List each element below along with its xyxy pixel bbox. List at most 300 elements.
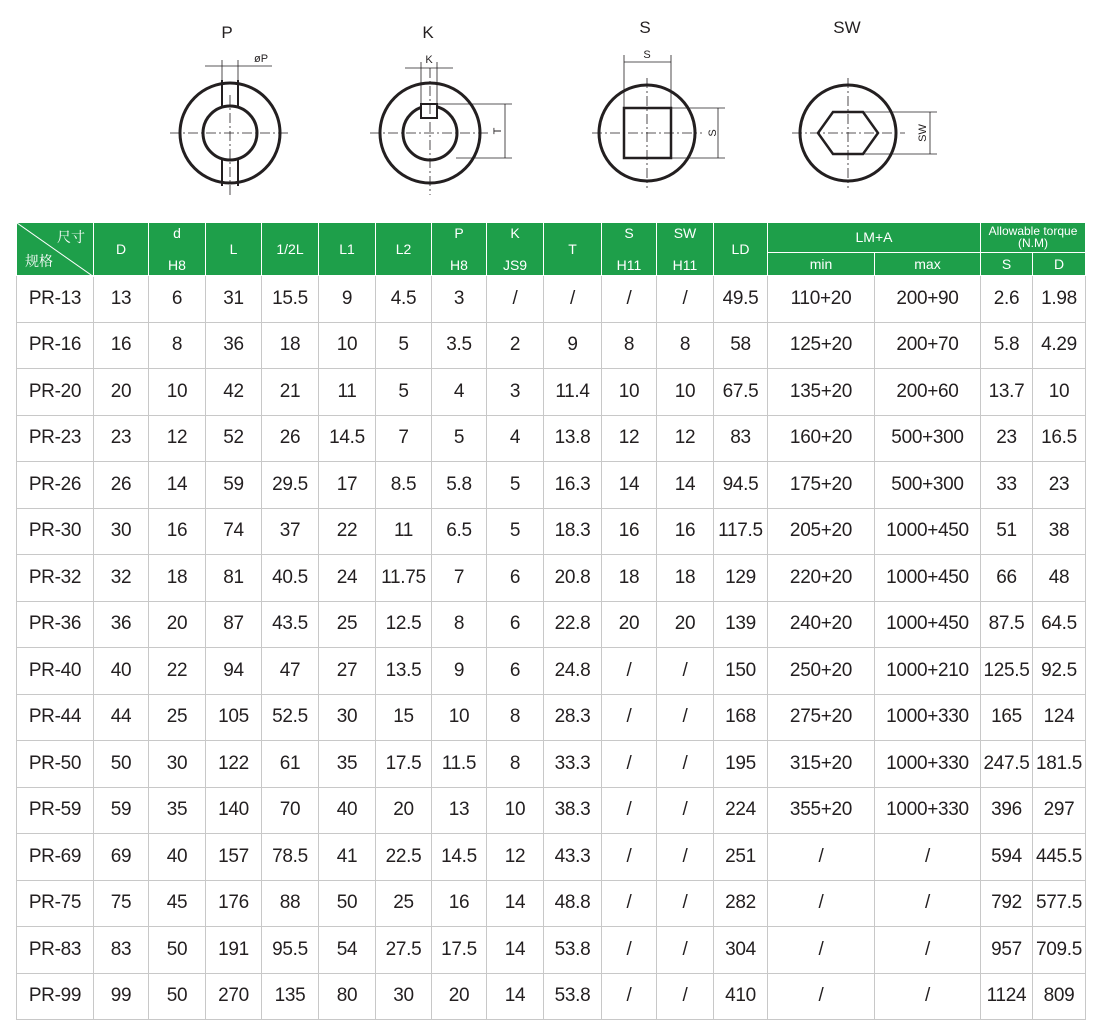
diagram-k xyxy=(370,62,512,195)
table-cell: 23 xyxy=(981,415,1033,462)
table-cell: 28.3 xyxy=(544,694,602,741)
table-cell: 33 xyxy=(981,462,1033,509)
table-cell: 27.5 xyxy=(376,927,432,974)
table-cell: 250+20 xyxy=(768,648,875,695)
table-cell: 105 xyxy=(206,694,262,741)
table-cell: 957 xyxy=(981,927,1033,974)
table-cell: / xyxy=(768,880,875,927)
table-cell: 8 xyxy=(487,694,544,741)
model-cell: PR-20 xyxy=(17,369,94,416)
table-cell: 355+20 xyxy=(768,787,875,834)
table-cell: 54 xyxy=(319,927,376,974)
table-cell: / xyxy=(602,276,657,323)
table-cell: 20 xyxy=(94,369,149,416)
table-cell: 6.5 xyxy=(432,508,487,555)
table-cell: 50 xyxy=(149,927,206,974)
table-cell: 64.5 xyxy=(1033,601,1086,648)
table-cell: 140 xyxy=(206,787,262,834)
diagram-k-dim-label: K xyxy=(425,54,433,66)
header-d-bore xyxy=(149,223,206,276)
header-half-l: 1/2L xyxy=(262,223,319,276)
table-cell: 11 xyxy=(319,369,376,416)
table-cell: 500+300 xyxy=(875,415,981,462)
table-cell: 7 xyxy=(432,555,487,602)
table-cell: 23 xyxy=(1033,462,1086,509)
table-cell: / xyxy=(768,834,875,881)
table-cell: 6 xyxy=(149,276,206,323)
table-cell: 22.8 xyxy=(544,601,602,648)
table-cell: 12 xyxy=(149,415,206,462)
table-cell: 14.5 xyxy=(432,834,487,881)
header-d-outer: D xyxy=(94,223,149,276)
table-cell: 3 xyxy=(432,276,487,323)
table-cell: 11.75 xyxy=(376,555,432,602)
table-cell: 27 xyxy=(319,648,376,695)
table-cell: 52.5 xyxy=(262,694,319,741)
table-cell: / xyxy=(657,787,714,834)
header-k-top: K xyxy=(510,225,520,241)
table-cell: 66 xyxy=(981,555,1033,602)
header-torque-s: S xyxy=(981,252,1033,275)
table-cell: 10 xyxy=(149,369,206,416)
table-cell: 12 xyxy=(657,415,714,462)
model-cell: PR-30 xyxy=(17,508,94,555)
table-cell: / xyxy=(657,973,714,1020)
table-row xyxy=(17,694,1086,741)
table-cell: 59 xyxy=(94,787,149,834)
table-cell: 38.3 xyxy=(544,787,602,834)
table-cell: 251 xyxy=(714,834,768,881)
table-cell: 297 xyxy=(1033,787,1086,834)
table-cell: 94 xyxy=(206,648,262,695)
table-cell: / xyxy=(875,973,981,1020)
model-cell: PR-36 xyxy=(17,601,94,648)
table-cell: 23 xyxy=(94,415,149,462)
table-cell: 22.5 xyxy=(376,834,432,881)
table-cell: 191 xyxy=(206,927,262,974)
table-cell: 47 xyxy=(262,648,319,695)
table-cell: 87.5 xyxy=(981,601,1033,648)
header-torque-d: D xyxy=(1033,252,1086,275)
table-cell: / xyxy=(657,741,714,788)
table-cell: 26 xyxy=(94,462,149,509)
table-cell: 175+20 xyxy=(768,462,875,509)
model-cell: PR-26 xyxy=(17,462,94,509)
table-cell: 1.98 xyxy=(1033,276,1086,323)
diagram-s-title: S xyxy=(639,18,651,37)
table-cell: 8.5 xyxy=(376,462,432,509)
table-cell: 81 xyxy=(206,555,262,602)
table-cell: 240+20 xyxy=(768,601,875,648)
table-row xyxy=(17,322,1086,369)
table-cell: 75 xyxy=(94,880,149,927)
table-row xyxy=(17,555,1086,602)
table-cell: / xyxy=(487,276,544,323)
table-cell: / xyxy=(875,834,981,881)
table-cell: 10 xyxy=(1033,369,1086,416)
table-cell: 16.5 xyxy=(1033,415,1086,462)
diagram-p-title: P xyxy=(221,23,233,42)
table-cell: 24 xyxy=(319,555,376,602)
table-cell: 5 xyxy=(376,369,432,416)
table-cell: 13.5 xyxy=(376,648,432,695)
table-cell: 1000+210 xyxy=(875,648,981,695)
table-cell: 220+20 xyxy=(768,555,875,602)
table-cell: 15.5 xyxy=(262,276,319,323)
corner-header-cell xyxy=(17,223,94,276)
table-cell: 110+20 xyxy=(768,276,875,323)
table-cell: / xyxy=(657,834,714,881)
model-cell: PR-75 xyxy=(17,880,94,927)
table-cell: 61 xyxy=(262,741,319,788)
diagram-sw xyxy=(792,78,937,188)
table-cell: 30 xyxy=(149,741,206,788)
table-cell: 53.8 xyxy=(544,973,602,1020)
table-cell: 200+90 xyxy=(875,276,981,323)
header-allowable-torque: Allowable torque (N.M) xyxy=(981,223,1086,253)
table-cell: / xyxy=(602,648,657,695)
spec-table-body xyxy=(17,276,1086,1020)
header-ld: LD xyxy=(714,223,768,276)
table-cell: 5 xyxy=(376,322,432,369)
table-cell: 1000+450 xyxy=(875,601,981,648)
table-cell: 8 xyxy=(657,322,714,369)
table-row xyxy=(17,276,1086,323)
table-cell: 29.5 xyxy=(262,462,319,509)
table-cell: 18 xyxy=(602,555,657,602)
table-cell: 4 xyxy=(432,369,487,416)
table-cell: 59 xyxy=(206,462,262,509)
table-cell: 17.5 xyxy=(432,927,487,974)
table-cell: 36 xyxy=(206,322,262,369)
table-cell: 9 xyxy=(544,322,602,369)
table-cell: 709.5 xyxy=(1033,927,1086,974)
table-row xyxy=(17,648,1086,695)
table-row xyxy=(17,369,1086,416)
table-cell: 7 xyxy=(376,415,432,462)
table-cell: 200+60 xyxy=(875,369,981,416)
table-cell: 22 xyxy=(319,508,376,555)
table-cell: 124 xyxy=(1033,694,1086,741)
table-cell: 792 xyxy=(981,880,1033,927)
table-cell: 3.5 xyxy=(432,322,487,369)
table-cell: / xyxy=(602,694,657,741)
header-sw-bot: H11 xyxy=(672,257,698,273)
header-t: T xyxy=(544,223,602,276)
header-s xyxy=(602,223,657,276)
table-cell: / xyxy=(657,694,714,741)
table-cell: 87 xyxy=(206,601,262,648)
table-cell: 25 xyxy=(376,880,432,927)
table-cell: / xyxy=(657,648,714,695)
table-cell: 4.29 xyxy=(1033,322,1086,369)
corner-label-dimension: 尺寸 xyxy=(57,229,85,245)
table-cell: 2.6 xyxy=(981,276,1033,323)
table-cell: 51 xyxy=(981,508,1033,555)
table-cell: 35 xyxy=(319,741,376,788)
table-row xyxy=(17,880,1086,927)
table-cell: 135+20 xyxy=(768,369,875,416)
diagram-sw-side-label: SW xyxy=(917,124,929,142)
table-cell: 31 xyxy=(206,276,262,323)
diagram-p xyxy=(170,60,290,195)
table-row xyxy=(17,508,1086,555)
table-cell: 43.5 xyxy=(262,601,319,648)
table-cell: 14.5 xyxy=(319,415,376,462)
diagram-k-title: K xyxy=(422,23,434,42)
header-l: L xyxy=(206,223,262,276)
table-cell: 32 xyxy=(94,555,149,602)
table-cell: 809 xyxy=(1033,973,1086,1020)
table-cell: 8 xyxy=(602,322,657,369)
table-cell: / xyxy=(657,927,714,974)
table-cell: 36 xyxy=(94,601,149,648)
table-cell: 95.5 xyxy=(262,927,319,974)
bore-type-diagrams xyxy=(0,0,1107,215)
table-cell: 88 xyxy=(262,880,319,927)
bore-diagrams-svg xyxy=(0,0,1107,215)
model-cell: PR-32 xyxy=(17,555,94,602)
table-cell: 195 xyxy=(714,741,768,788)
table-cell: 24.8 xyxy=(544,648,602,695)
table-cell: 40 xyxy=(94,648,149,695)
table-cell: 181.5 xyxy=(1033,741,1086,788)
table-cell: 20 xyxy=(149,601,206,648)
table-cell: 5 xyxy=(432,415,487,462)
table-cell: 10 xyxy=(432,694,487,741)
table-cell: 94.5 xyxy=(714,462,768,509)
table-cell: 44 xyxy=(94,694,149,741)
table-cell: 11.5 xyxy=(432,741,487,788)
table-cell: 8 xyxy=(432,601,487,648)
table-cell: 70 xyxy=(262,787,319,834)
table-cell: 5 xyxy=(487,462,544,509)
table-cell: 48 xyxy=(1033,555,1086,602)
table-cell: 410 xyxy=(714,973,768,1020)
table-cell: 5.8 xyxy=(981,322,1033,369)
table-cell: 8 xyxy=(149,322,206,369)
table-cell: 78.5 xyxy=(262,834,319,881)
table-cell: 150 xyxy=(714,648,768,695)
model-cell: PR-83 xyxy=(17,927,94,974)
model-cell: PR-44 xyxy=(17,694,94,741)
table-cell: 1000+330 xyxy=(875,787,981,834)
table-cell: 12.5 xyxy=(376,601,432,648)
table-cell: 16 xyxy=(657,508,714,555)
table-cell: 52 xyxy=(206,415,262,462)
table-cell: 25 xyxy=(149,694,206,741)
diagram-p-dim-label: øP xyxy=(254,53,269,65)
table-cell: 30 xyxy=(376,973,432,1020)
table-cell: 14 xyxy=(487,973,544,1020)
header-lm-min: min xyxy=(768,252,875,275)
table-cell: 40 xyxy=(319,787,376,834)
table-cell: / xyxy=(602,834,657,881)
header-p-top: P xyxy=(454,225,464,241)
table-cell: 445.5 xyxy=(1033,834,1086,881)
table-cell: 20 xyxy=(376,787,432,834)
table-cell: / xyxy=(657,276,714,323)
table-cell: 275+20 xyxy=(768,694,875,741)
table-cell: 41 xyxy=(319,834,376,881)
table-cell: 396 xyxy=(981,787,1033,834)
model-cell: PR-40 xyxy=(17,648,94,695)
table-cell: 20 xyxy=(657,601,714,648)
diagram-k-side-label: T xyxy=(492,127,504,135)
table-cell: 6 xyxy=(487,555,544,602)
table-cell: 594 xyxy=(981,834,1033,881)
table-cell: 37 xyxy=(262,508,319,555)
header-lm-a: LM+A xyxy=(768,223,981,253)
table-cell: / xyxy=(768,973,875,1020)
table-cell: 135 xyxy=(262,973,319,1020)
table-cell: 157 xyxy=(206,834,262,881)
table-cell: 50 xyxy=(149,973,206,1020)
table-cell: 9 xyxy=(432,648,487,695)
table-cell: 26 xyxy=(262,415,319,462)
diagram-s xyxy=(592,55,725,188)
header-l1: L1 xyxy=(319,223,376,276)
table-cell: / xyxy=(602,787,657,834)
table-cell: 10 xyxy=(487,787,544,834)
header-sw xyxy=(657,223,714,276)
table-cell: 40.5 xyxy=(262,555,319,602)
model-cell: PR-13 xyxy=(17,276,94,323)
table-cell: 25 xyxy=(319,601,376,648)
table-cell: / xyxy=(875,880,981,927)
model-cell: PR-23 xyxy=(17,415,94,462)
table-cell: 11.4 xyxy=(544,369,602,416)
table-cell: / xyxy=(602,973,657,1020)
table-cell: 10 xyxy=(319,322,376,369)
model-cell: PR-99 xyxy=(17,973,94,1020)
table-cell: 9 xyxy=(319,276,376,323)
table-cell: 17 xyxy=(319,462,376,509)
table-cell: 139 xyxy=(714,601,768,648)
table-cell: 40 xyxy=(149,834,206,881)
model-cell: PR-50 xyxy=(17,741,94,788)
model-cell: PR-59 xyxy=(17,787,94,834)
header-l2: L2 xyxy=(376,223,432,276)
table-cell: 1000+450 xyxy=(875,555,981,602)
table-row xyxy=(17,741,1086,788)
header-p xyxy=(432,223,487,276)
table-cell: 282 xyxy=(714,880,768,927)
table-cell: 99 xyxy=(94,973,149,1020)
diagram-s-side-label: S xyxy=(707,129,719,137)
table-cell: 117.5 xyxy=(714,508,768,555)
diagram-s-dim-label: S xyxy=(643,49,651,61)
table-cell: / xyxy=(875,927,981,974)
table-cell: 247.5 xyxy=(981,741,1033,788)
table-cell: 577.5 xyxy=(1033,880,1086,927)
table-cell: / xyxy=(602,741,657,788)
table-cell: 4 xyxy=(487,415,544,462)
table-cell: 270 xyxy=(206,973,262,1020)
table-cell: 13.7 xyxy=(981,369,1033,416)
header-lm-max: max xyxy=(875,252,981,275)
table-cell: 205+20 xyxy=(768,508,875,555)
table-cell: 125+20 xyxy=(768,322,875,369)
table-cell: 74 xyxy=(206,508,262,555)
table-row xyxy=(17,927,1086,974)
table-cell: 1000+450 xyxy=(875,508,981,555)
table-cell: 11 xyxy=(376,508,432,555)
table-cell: 20 xyxy=(602,601,657,648)
table-cell: 35 xyxy=(149,787,206,834)
header-sw-top: SW xyxy=(673,225,697,241)
table-row xyxy=(17,973,1086,1020)
table-cell: 20 xyxy=(432,973,487,1020)
table-cell: 20.8 xyxy=(544,555,602,602)
table-cell: 1124 xyxy=(981,973,1033,1020)
table-cell: 83 xyxy=(714,415,768,462)
table-cell: 10 xyxy=(602,369,657,416)
table-cell: 200+70 xyxy=(875,322,981,369)
table-cell: 67.5 xyxy=(714,369,768,416)
table-cell: 14 xyxy=(149,462,206,509)
table-cell: 165 xyxy=(981,694,1033,741)
table-cell: 5.8 xyxy=(432,462,487,509)
table-cell: 30 xyxy=(319,694,376,741)
table-cell: 129 xyxy=(714,555,768,602)
table-cell: 48.8 xyxy=(544,880,602,927)
table-cell: 42 xyxy=(206,369,262,416)
table-row xyxy=(17,415,1086,462)
table-cell: 83 xyxy=(94,927,149,974)
table-cell: / xyxy=(544,276,602,323)
table-cell: 224 xyxy=(714,787,768,834)
table-cell: 30 xyxy=(94,508,149,555)
table-cell: 500+300 xyxy=(875,462,981,509)
table-cell: 1000+330 xyxy=(875,741,981,788)
table-cell: 6 xyxy=(487,601,544,648)
table-cell: 4.5 xyxy=(376,276,432,323)
table-cell: 18 xyxy=(262,322,319,369)
table-cell: 16 xyxy=(432,880,487,927)
table-cell: 17.5 xyxy=(376,741,432,788)
table-cell: 315+20 xyxy=(768,741,875,788)
model-cell: PR-16 xyxy=(17,322,94,369)
table-cell: 14 xyxy=(657,462,714,509)
table-cell: 16 xyxy=(149,508,206,555)
table-cell: 10 xyxy=(657,369,714,416)
table-cell: 13 xyxy=(94,276,149,323)
table-cell: 58 xyxy=(714,322,768,369)
table-cell: 45 xyxy=(149,880,206,927)
table-row xyxy=(17,787,1086,834)
table-cell: 18 xyxy=(149,555,206,602)
table-cell: 80 xyxy=(319,973,376,1020)
table-cell: / xyxy=(602,880,657,927)
table-cell: 18 xyxy=(657,555,714,602)
table-cell: 160+20 xyxy=(768,415,875,462)
table-cell: 125.5 xyxy=(981,648,1033,695)
table-cell: 14 xyxy=(602,462,657,509)
table-cell: 53.8 xyxy=(544,927,602,974)
table-cell: 16 xyxy=(94,322,149,369)
table-cell: 6 xyxy=(487,648,544,695)
header-d-bore-bot: H8 xyxy=(168,257,186,273)
table-cell: / xyxy=(657,880,714,927)
table-row xyxy=(17,462,1086,509)
table-cell: 8 xyxy=(487,741,544,788)
header-p-bot: H8 xyxy=(450,257,468,273)
table-cell: 43.3 xyxy=(544,834,602,881)
header-k-bot: JS9 xyxy=(502,257,528,273)
table-cell: 176 xyxy=(206,880,262,927)
table-cell: 168 xyxy=(714,694,768,741)
